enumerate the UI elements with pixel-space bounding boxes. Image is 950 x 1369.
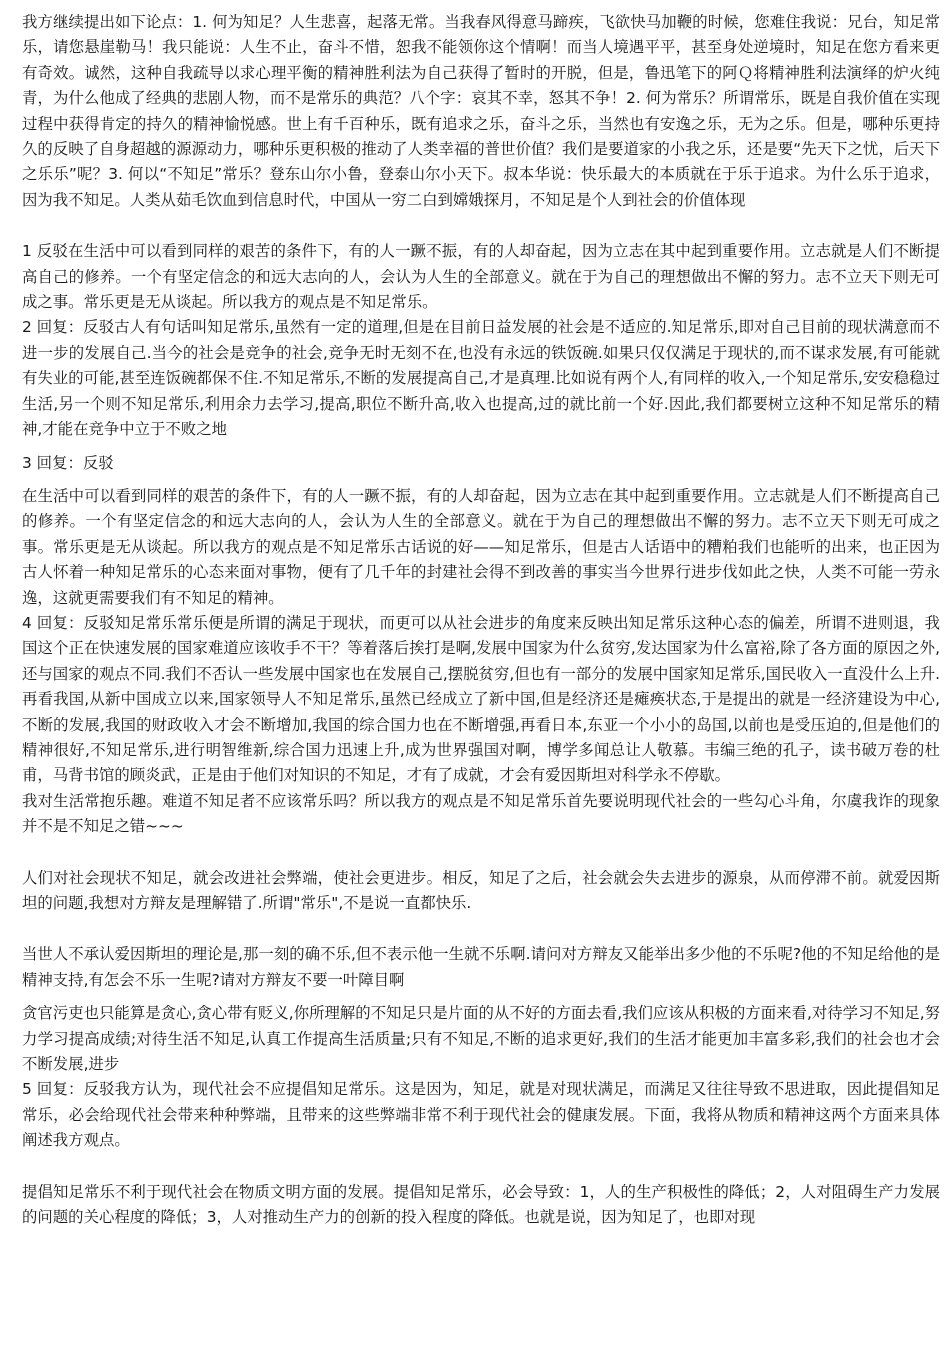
paragraph-spacer bbox=[22, 840, 940, 866]
paragraph-reply-5: 5 回复：反驳我方认为，现代社会不应提倡知足常乐。这是因为，知足，就是对现状满足，而满足又往往导致不思进取，因此提倡知足常乐，必会给现代社会带来种种弊端，且带来的这些弊端非常不利于现代社会的健康发展。下面，我将从物质和精神这两个方面来具体阐述我方观点。 bbox=[22, 1080, 940, 1150]
paragraph-spacer bbox=[22, 443, 940, 451]
paragraph-einstein: 当世人不承认爱因斯坦的理论是,那一刻的确不乐,但不表示他一生就不乐啊.请问对方辩友又能举出多少他的不乐呢?他的不知足给他的是精神支持,有怎会不乐一生呢?请对方辩友不要一叶障目啊 bbox=[22, 945, 940, 989]
paragraph-life-joy: 我对生活常抱乐趣。难道不知足者不应该常乐吗？所以我方的观点是不知足常乐首先要说明现代社会的一些勾心斗角，尔虞我诈的现象并不是不知足之错~~~ bbox=[22, 791, 940, 836]
paragraph-spacer bbox=[22, 916, 940, 942]
paragraph-reply-2: 2 回复：反驳古人有句话叫知足常乐,虽然有一定的道理,但是在目前日益发展的社会是不适应的.知足常乐,即对自己目前的现状满意而不进一步的发展自己.当今的社会是竞争的社会,竞争无时无刻不在,也没有永远的铁饭碗.如果只仅仅满足于现状的,而不谋求发展,有可能就有失业的可能,甚至连饭碗都保不住.不知足常乐,不断的发展提高自己,才是真理.比如说有两个人,有同样的收入,一个知足常乐,安安稳稳过生活,另一个则不知足常乐,利用余力去学习,提高,职位不断升高,收入也提高,过的就比前一个好.因此,我们都要树立这种不知足常乐的精神,才能在竞争中立于不败之地 bbox=[22, 318, 940, 439]
paragraph-reply-3-body: 在生活中可以看到同样的艰苦的条件下，有的人一蹶不振，有的人却奋起，因为立志在其中起到重要作用。立志就是人们不断提高自己的修养。一个有坚定信念的和远大志向的人，会认为人生的全部意义。就在于为自己的理想做出不懈的努力。志不立天下则无可成之事。常乐更是无从谈起。所以我方的观点是不知足常乐古话说的好——知足常乐，但是古人话语中的糟粕我们也能听的出来，也正因为古人怀着一种知足常乐的心态来面对事物，便有了几千年的封建社会得不到改善的事实当今世界行进步伐如此之快，人类不可能一劳永逸，这就更需要我们有不知足的精神。 bbox=[22, 486, 940, 607]
paragraph-rebuttal-1: 1 反驳在生活中可以看到同样的艰苦的条件下，有的人一蹶不振，有的人却奋起，因为立志在其中起到重要作用。立志就是人们不断提高自己的修养。一个有坚定信念的和远大志向的人，会认为人生的全部意义。就在于为自己的理想做出不懈的努力。志不立天下则无可成之事。常乐更是无从谈起。所以我方的观点是不知足常乐。 bbox=[22, 242, 940, 312]
paragraph-reply-3-heading: 3 回复：反驳 bbox=[22, 453, 114, 472]
paragraph-reply-4: 4 回复：反驳知足常乐常乐便是所谓的满足于现状，而更可以从社会进步的角度来反映出知足常乐这种心态的偏差，所谓不进则退，我国这个正在快速发展的国家难道应该收手不干？等着落后挨打是啊,发展中国家为什么贫穷,发达国家为什么富裕,除了各方面的原因之外,还与国家的观点不同.我们不否认一些发展中国家也在发展自己,摆脱贫穷,但也有一部分的发展中国家知足常乐,国民收入一直没什么上升.再看我国,从新中国成立以来,国家领导人不知足常乐,虽然已经成立了新中国,但是经济还是瘫痪状态,于是提出的就是一经济建设为中心,不断的发展,我国的财政收入才会不断增加,我国的综合国力也在不断增强,再看日本,东亚一个小小的岛国,以前也是受压迫的,但是他们的精神很好,不知足常乐,进行明智维新,综合国力迅速上升,成为世界强国对啊，博学多闻总让人敬慕。韦编三绝的孔子，读书破万卷的杜甫，马背书馆的顾炎武，正是由于他们对知识的不知足，才有了成就，才会有爱因斯坦对科学永不停歇。 bbox=[22, 613, 940, 785]
paragraph-spacer bbox=[22, 993, 940, 1001]
paragraph-spacer bbox=[22, 476, 940, 484]
paragraph-material-civilization: 提倡知足常乐不利于现代社会在物质文明方面的发展。提倡知足常乐，必会导致：1，人的生产积极性的降低；2，人对阻碍生产力发展的问题的关心程度的降低；3，人对推动生产力的创新的投入程度的降低。也就是说，因为知足了，也即对现 bbox=[22, 1182, 940, 1227]
paragraph-spacer bbox=[22, 1154, 940, 1180]
paragraph-spacer bbox=[22, 213, 940, 239]
paragraph-corrupt-officials: 贪官污吏也只能算是贪心,贪心带有贬义,你所理解的不知足只是片面的从不好的方面去看,我们应该从积极的方面来看,对待学习不知足,努力学习提高成绩;对待生活不知足,认真工作提高生活质量;只有不知足,不断的追求更好,我们的生活才能更加丰富多彩,我们的社会也才会不断发展,进步 bbox=[22, 1004, 940, 1074]
paragraph-intro-arguments: 我方继续提出如下论点：1. 何为知足？人生悲喜，起落无常。当我春风得意马蹄疾，飞欲快马加鞭的时候，您难住我说：兄台，知足常乐，请您悬崖勒马！我只能说：人生不止，奋斗不惜，恕我不能领你这个情啊！而当人境遇平平，甚至身处逆境时，知足在您方看来更有奇效。诚然，这种自我疏导以求心理平衡的精神胜利法为自己获得了暂时的开脱，但是，鲁迅笔下的阿Ｑ将精神胜利法演绎的炉火纯青，为什么他成了经典的悲剧人物，而不是常乐的典范？八个字：哀其不幸，怒其不争！2. 何为常乐？所谓常乐，既是自我价值在实现过程中获得肯定的持久的精神愉悦感。世上有千百种乐，既有追求之乐，奋斗之乐，当然也有安逸之乐，无为之乐。但是，哪种乐更持久的反映了自身超越的源源动力，哪种乐更积极的推动了人类幸福的普世价值？我们是要道家的小我之乐，还是要“先天下之忧，后天下之乐乐”呢？3. 何以“不知足”常乐？登东山尔小鲁，登泰山尔小天下。叔本华说：快乐最大的本质就在于乐于追求。为什么乐于追求，因为我不知足。人类从茹毛饮血到信息时代，中国从一穷二白到嫦娥探月，不知足是个人到社会的价值体现 bbox=[22, 13, 940, 209]
document-page bbox=[22, 10, 940, 1230]
paragraph-social-progress: 人们对社会现状不知足，就会改进社会弊端，使社会更进步。相反，知足了之后，社会就会失去进步的源泉，从而停滞不前。就爱因斯坦的问题,我想对方辩友是理解错了.所谓"常乐",不是说一直都快乐. bbox=[22, 868, 940, 912]
